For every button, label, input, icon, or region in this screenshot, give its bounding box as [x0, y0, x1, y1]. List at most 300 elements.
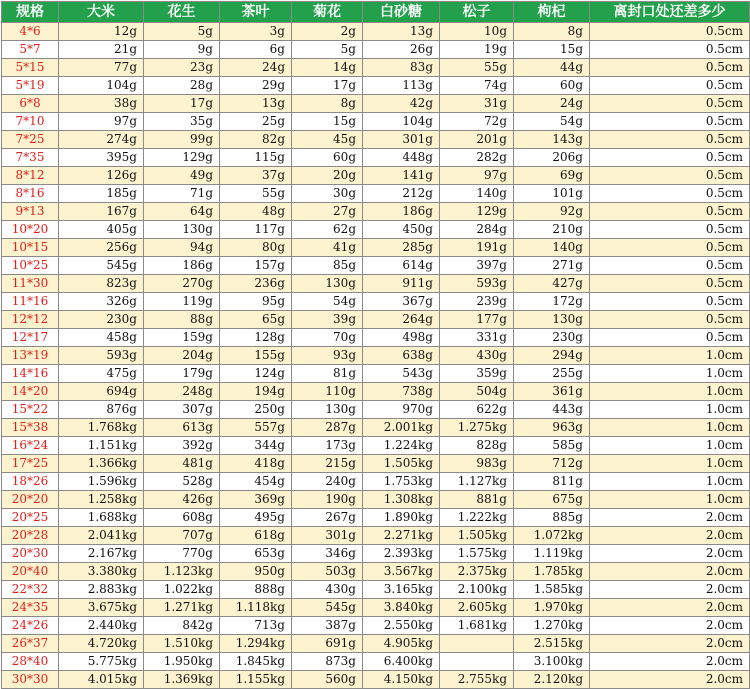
table-cell: 614g — [363, 257, 440, 275]
table-cell: 4.905kg — [363, 635, 440, 653]
table-cell: 367g — [363, 293, 440, 311]
size-chart-table — [1, 1, 750, 689]
table-cell: 608g — [144, 509, 220, 527]
table-cell: 2.0cm — [590, 563, 750, 581]
header-row — [2, 2, 750, 23]
table-cell: 1.072kg — [514, 527, 590, 545]
table-cell: 1.845kg — [220, 653, 292, 671]
table-cell: 2.0cm — [590, 545, 750, 563]
table-row — [2, 347, 750, 365]
spec-cell: 5*19 — [2, 77, 59, 95]
table-cell: 503g — [292, 563, 363, 581]
table-cell: 8g — [292, 95, 363, 113]
table-cell: 593g — [59, 347, 144, 365]
table-cell: 2.393kg — [363, 545, 440, 563]
table-cell: 450g — [363, 221, 440, 239]
table-cell: 282g — [440, 149, 514, 167]
table-cell: 770g — [144, 545, 220, 563]
table-cell: 5g — [144, 23, 220, 41]
table-cell: 405g — [59, 221, 144, 239]
table-cell: 653g — [220, 545, 292, 563]
table-cell: 876g — [59, 401, 144, 419]
table-cell: 173g — [292, 437, 363, 455]
table-cell: 14g — [292, 59, 363, 77]
table-cell: 2.100kg — [440, 581, 514, 599]
table-cell: 1.369kg — [144, 671, 220, 689]
table-cell: 70g — [292, 329, 363, 347]
table-cell: 528g — [144, 473, 220, 491]
table-cell: 30g — [292, 185, 363, 203]
table-cell: 55g — [220, 185, 292, 203]
spec-cell: 5*7 — [2, 41, 59, 59]
table-cell: 230g — [59, 311, 144, 329]
table-cell: 60g — [514, 77, 590, 95]
table-cell: 811g — [514, 473, 590, 491]
table-row — [2, 653, 750, 671]
table-cell: 186g — [363, 203, 440, 221]
table-cell: 3.165kg — [363, 581, 440, 599]
table-cell: 1.585kg — [514, 581, 590, 599]
table-cell: 38g — [59, 95, 144, 113]
table-cell: 28g — [144, 77, 220, 95]
table-cell: 179g — [144, 365, 220, 383]
table-cell: 707g — [144, 527, 220, 545]
table-cell: 4.150kg — [363, 671, 440, 689]
table-cell: 24g — [514, 95, 590, 113]
header-peanut: 花生 — [144, 2, 220, 23]
table-cell: 1.022kg — [144, 581, 220, 599]
table-cell: 92g — [514, 203, 590, 221]
table-cell: 738g — [363, 383, 440, 401]
table-cell: 2.271kg — [363, 527, 440, 545]
table-cell: 3.567kg — [363, 563, 440, 581]
table-cell: 204g — [144, 347, 220, 365]
table-cell: 3.100kg — [514, 653, 590, 671]
table-cell: 970g — [363, 401, 440, 419]
header-pine-nut: 松子 — [440, 2, 514, 23]
table-cell: 3.675kg — [59, 599, 144, 617]
table-row — [2, 113, 750, 131]
table-cell: 239g — [440, 293, 514, 311]
table-cell: 54g — [292, 293, 363, 311]
table-row — [2, 401, 750, 419]
table-cell: 29g — [220, 77, 292, 95]
table-cell: 1.151kg — [59, 437, 144, 455]
table-cell: 593g — [440, 275, 514, 293]
table-cell — [440, 635, 514, 653]
table-cell: 13g — [220, 95, 292, 113]
table-cell: 713g — [220, 617, 292, 635]
table-cell: 270g — [144, 275, 220, 293]
table-cell: 99g — [144, 131, 220, 149]
table-cell: 44g — [514, 59, 590, 77]
table-cell: 0.5cm — [590, 257, 750, 275]
table-cell: 5g — [292, 41, 363, 59]
table-cell: 48g — [220, 203, 292, 221]
spec-cell: 5*15 — [2, 59, 59, 77]
table-cell: 230g — [514, 329, 590, 347]
table-row — [2, 239, 750, 257]
table-cell: 712g — [514, 455, 590, 473]
table-cell: 294g — [514, 347, 590, 365]
table-cell: 2.0cm — [590, 599, 750, 617]
table-row — [2, 437, 750, 455]
table-cell: 397g — [440, 257, 514, 275]
table-cell: 0.5cm — [590, 167, 750, 185]
table-cell: 2.001kg — [363, 419, 440, 437]
table-cell: 1.0cm — [590, 437, 750, 455]
table-cell: 1.681kg — [440, 617, 514, 635]
table-cell: 0.5cm — [590, 41, 750, 59]
spec-cell: 18*26 — [2, 473, 59, 491]
table-cell: 1.575kg — [440, 545, 514, 563]
table-cell: 2.0cm — [590, 635, 750, 653]
table-cell: 24g — [220, 59, 292, 77]
table-row — [2, 41, 750, 59]
table-cell: 5.775kg — [59, 653, 144, 671]
table-cell: 49g — [144, 167, 220, 185]
table-cell: 694g — [59, 383, 144, 401]
table-cell: 157g — [220, 257, 292, 275]
spec-cell: 24*26 — [2, 617, 59, 635]
table-cell: 104g — [59, 77, 144, 95]
spec-cell: 11*30 — [2, 275, 59, 293]
table-cell: 3g — [220, 23, 292, 41]
table-cell: 307g — [144, 401, 220, 419]
table-row — [2, 257, 750, 275]
table-cell: 104g — [363, 113, 440, 131]
table-cell: 983g — [440, 455, 514, 473]
table-row — [2, 563, 750, 581]
table-cell: 828g — [440, 437, 514, 455]
table-cell: 60g — [292, 149, 363, 167]
table-cell: 430g — [440, 347, 514, 365]
table-cell: 185g — [59, 185, 144, 203]
table-cell: 1.753kg — [363, 473, 440, 491]
table-row — [2, 455, 750, 473]
table-cell: 326g — [59, 293, 144, 311]
spec-cell: 12*17 — [2, 329, 59, 347]
table-cell: 911g — [363, 275, 440, 293]
table-cell: 240g — [292, 473, 363, 491]
table-cell: 69g — [514, 167, 590, 185]
table-cell: 543g — [363, 365, 440, 383]
table-cell: 2.041kg — [59, 527, 144, 545]
table-cell: 17g — [292, 77, 363, 95]
spec-cell: 16*24 — [2, 437, 59, 455]
header-goji: 枸杞 — [514, 2, 590, 23]
table-cell: 101g — [514, 185, 590, 203]
table-cell: 346g — [292, 545, 363, 563]
table-cell: 0.5cm — [590, 275, 750, 293]
spec-cell: 10*20 — [2, 221, 59, 239]
table-cell: 25g — [220, 113, 292, 131]
table-cell: 77g — [59, 59, 144, 77]
table-cell: 301g — [292, 527, 363, 545]
table-cell: 128g — [220, 329, 292, 347]
spec-cell: 4*6 — [2, 23, 59, 41]
table-row — [2, 419, 750, 437]
table-cell: 2.120kg — [514, 671, 590, 689]
table-cell: 0.5cm — [590, 23, 750, 41]
table-cell: 618g — [220, 527, 292, 545]
table-cell: 1.950kg — [144, 653, 220, 671]
table-cell: 1.308kg — [363, 491, 440, 509]
table-cell: 387g — [292, 617, 363, 635]
table-cell: 426g — [144, 491, 220, 509]
header-seal-gap: 离封口处还差多少 — [590, 2, 750, 23]
table-cell: 287g — [292, 419, 363, 437]
table-cell: 95g — [220, 293, 292, 311]
table-cell: 284g — [440, 221, 514, 239]
table-cell: 1.258kg — [59, 491, 144, 509]
header-spec: 规格 — [2, 2, 59, 23]
table-row — [2, 617, 750, 635]
table-cell: 285g — [363, 239, 440, 257]
table-cell: 1.270kg — [514, 617, 590, 635]
spec-cell: 12*12 — [2, 311, 59, 329]
table-cell: 82g — [220, 131, 292, 149]
table-cell: 15g — [514, 41, 590, 59]
table-cell: 1.890kg — [363, 509, 440, 527]
table-cell: 1.222kg — [440, 509, 514, 527]
table-cell: 130g — [292, 275, 363, 293]
table-cell: 31g — [440, 95, 514, 113]
table-cell: 64g — [144, 203, 220, 221]
table-cell: 842g — [144, 617, 220, 635]
spec-cell: 30*30 — [2, 671, 59, 689]
table-cell: 331g — [440, 329, 514, 347]
table-cell: 2.375kg — [440, 563, 514, 581]
table-row — [2, 671, 750, 689]
table-cell: 1.785kg — [514, 563, 590, 581]
table-cell: 255g — [514, 365, 590, 383]
table-cell: 143g — [514, 131, 590, 149]
table-row — [2, 275, 750, 293]
table-cell: 0.5cm — [590, 59, 750, 77]
table-cell: 2g — [292, 23, 363, 41]
table-cell: 1.0cm — [590, 473, 750, 491]
table-cell: 41g — [292, 239, 363, 257]
table-cell: 344g — [220, 437, 292, 455]
table-cell: 613g — [144, 419, 220, 437]
table-cell: 141g — [363, 167, 440, 185]
spec-cell: 24*35 — [2, 599, 59, 617]
table-cell: 675g — [514, 491, 590, 509]
table-cell: 458g — [59, 329, 144, 347]
spec-cell: 13*19 — [2, 347, 59, 365]
spec-cell: 17*25 — [2, 455, 59, 473]
table-row — [2, 149, 750, 167]
table-row — [2, 581, 750, 599]
table-cell: 21g — [59, 41, 144, 59]
table-cell: 186g — [144, 257, 220, 275]
table-row — [2, 311, 750, 329]
spec-cell: 7*35 — [2, 149, 59, 167]
spec-cell: 20*25 — [2, 509, 59, 527]
table-cell: 495g — [220, 509, 292, 527]
table-cell: 54g — [514, 113, 590, 131]
table-cell: 3.380kg — [59, 563, 144, 581]
spec-cell: 10*25 — [2, 257, 59, 275]
table-cell: 1.688kg — [59, 509, 144, 527]
table-cell: 19g — [440, 41, 514, 59]
table-cell: 454g — [220, 473, 292, 491]
table-cell: 361g — [514, 383, 590, 401]
spec-cell: 6*8 — [2, 95, 59, 113]
table-row — [2, 473, 750, 491]
table-cell: 0.5cm — [590, 77, 750, 95]
table-cell: 885g — [514, 509, 590, 527]
table-row — [2, 77, 750, 95]
table-cell: 0.5cm — [590, 131, 750, 149]
table-cell: 448g — [363, 149, 440, 167]
table-cell: 6.400kg — [363, 653, 440, 671]
table-cell: 124g — [220, 365, 292, 383]
table-cell: 177g — [440, 311, 514, 329]
table-cell: 267g — [292, 509, 363, 527]
table-cell: 119g — [144, 293, 220, 311]
spec-cell: 8*12 — [2, 167, 59, 185]
table-cell: 545g — [59, 257, 144, 275]
table-cell: 418g — [220, 455, 292, 473]
table-cell: 85g — [292, 257, 363, 275]
table-cell: 1.0cm — [590, 401, 750, 419]
table-cell: 0.5cm — [590, 311, 750, 329]
table-cell: 0.5cm — [590, 149, 750, 167]
table-cell: 65g — [220, 311, 292, 329]
table-row — [2, 203, 750, 221]
table-cell: 2.0cm — [590, 653, 750, 671]
table-cell: 622g — [440, 401, 514, 419]
table-cell: 140g — [440, 185, 514, 203]
table-cell: 301g — [363, 131, 440, 149]
table-row — [2, 221, 750, 239]
table-cell: 0.5cm — [590, 185, 750, 203]
table-cell: 126g — [59, 167, 144, 185]
table-cell: 167g — [59, 203, 144, 221]
table-cell: 83g — [363, 59, 440, 77]
spec-cell: 20*20 — [2, 491, 59, 509]
table-cell: 545g — [292, 599, 363, 617]
table-cell: 0.5cm — [590, 113, 750, 131]
table-cell: 881g — [440, 491, 514, 509]
table-cell: 201g — [440, 131, 514, 149]
table-cell: 2.167kg — [59, 545, 144, 563]
table-cell: 17g — [144, 95, 220, 113]
table-cell: 274g — [59, 131, 144, 149]
table-cell: 1.275kg — [440, 419, 514, 437]
table-cell: 1.118kg — [220, 599, 292, 617]
spec-cell: 9*13 — [2, 203, 59, 221]
table-cell: 1.0cm — [590, 365, 750, 383]
table-cell: 1.0cm — [590, 347, 750, 365]
table-cell: 97g — [59, 113, 144, 131]
table-cell: 110g — [292, 383, 363, 401]
table-cell: 271g — [514, 257, 590, 275]
table-cell: 1.0cm — [590, 491, 750, 509]
table-cell: 62g — [292, 221, 363, 239]
spec-cell: 20*30 — [2, 545, 59, 563]
table-cell: 8g — [514, 23, 590, 41]
table-cell: 1.0cm — [590, 383, 750, 401]
table-cell: 691g — [292, 635, 363, 653]
table-cell: 129g — [144, 149, 220, 167]
table-cell: 113g — [363, 77, 440, 95]
table-cell: 873g — [292, 653, 363, 671]
table-cell: 191g — [440, 239, 514, 257]
table-cell: 81g — [292, 365, 363, 383]
table-cell: 1.0cm — [590, 419, 750, 437]
table-cell: 117g — [220, 221, 292, 239]
spec-cell: 11*16 — [2, 293, 59, 311]
table-cell: 115g — [220, 149, 292, 167]
table-cell: 0.5cm — [590, 95, 750, 113]
table-cell: 950g — [220, 563, 292, 581]
table-cell: 236g — [220, 275, 292, 293]
table-body — [2, 23, 750, 689]
table-cell: 190g — [292, 491, 363, 509]
header-chrysanthemum: 菊花 — [292, 2, 363, 23]
header-rice: 大米 — [59, 2, 144, 23]
table-cell: 80g — [220, 239, 292, 257]
table-cell: 638g — [363, 347, 440, 365]
table-cell: 4.720kg — [59, 635, 144, 653]
table-cell: 45g — [292, 131, 363, 149]
table-cell: 130g — [144, 221, 220, 239]
table-cell: 250g — [220, 401, 292, 419]
table-cell: 210g — [514, 221, 590, 239]
spec-cell: 28*40 — [2, 653, 59, 671]
table-cell: 823g — [59, 275, 144, 293]
table-cell: 264g — [363, 311, 440, 329]
table-cell: 1.123kg — [144, 563, 220, 581]
table-row — [2, 59, 750, 77]
table-cell: 1.505kg — [363, 455, 440, 473]
table-cell: 1.510kg — [144, 635, 220, 653]
table-cell: 504g — [440, 383, 514, 401]
table-cell: 140g — [514, 239, 590, 257]
table-cell: 369g — [220, 491, 292, 509]
table-row — [2, 491, 750, 509]
table-cell: 2.605kg — [440, 599, 514, 617]
table-cell: 443g — [514, 401, 590, 419]
table-cell: 215g — [292, 455, 363, 473]
table-cell: 12g — [59, 23, 144, 41]
table-cell: 392g — [144, 437, 220, 455]
table-cell: 2.0cm — [590, 581, 750, 599]
table-cell: 0.5cm — [590, 239, 750, 257]
table-cell: 55g — [440, 59, 514, 77]
table-cell: 256g — [59, 239, 144, 257]
spec-cell: 7*10 — [2, 113, 59, 131]
table-cell: 2.440kg — [59, 617, 144, 635]
spec-cell: 7*25 — [2, 131, 59, 149]
spec-cell: 14*16 — [2, 365, 59, 383]
table-cell: 13g — [363, 23, 440, 41]
table-cell: 2.515kg — [514, 635, 590, 653]
table-cell: 963g — [514, 419, 590, 437]
table-cell: 20g — [292, 167, 363, 185]
table-cell: 97g — [440, 167, 514, 185]
table-cell: 10g — [440, 23, 514, 41]
table-cell: 206g — [514, 149, 590, 167]
table-cell: 475g — [59, 365, 144, 383]
table-cell: 0.5cm — [590, 293, 750, 311]
table-cell: 72g — [440, 113, 514, 131]
spec-cell: 8*16 — [2, 185, 59, 203]
table-cell: 248g — [144, 383, 220, 401]
